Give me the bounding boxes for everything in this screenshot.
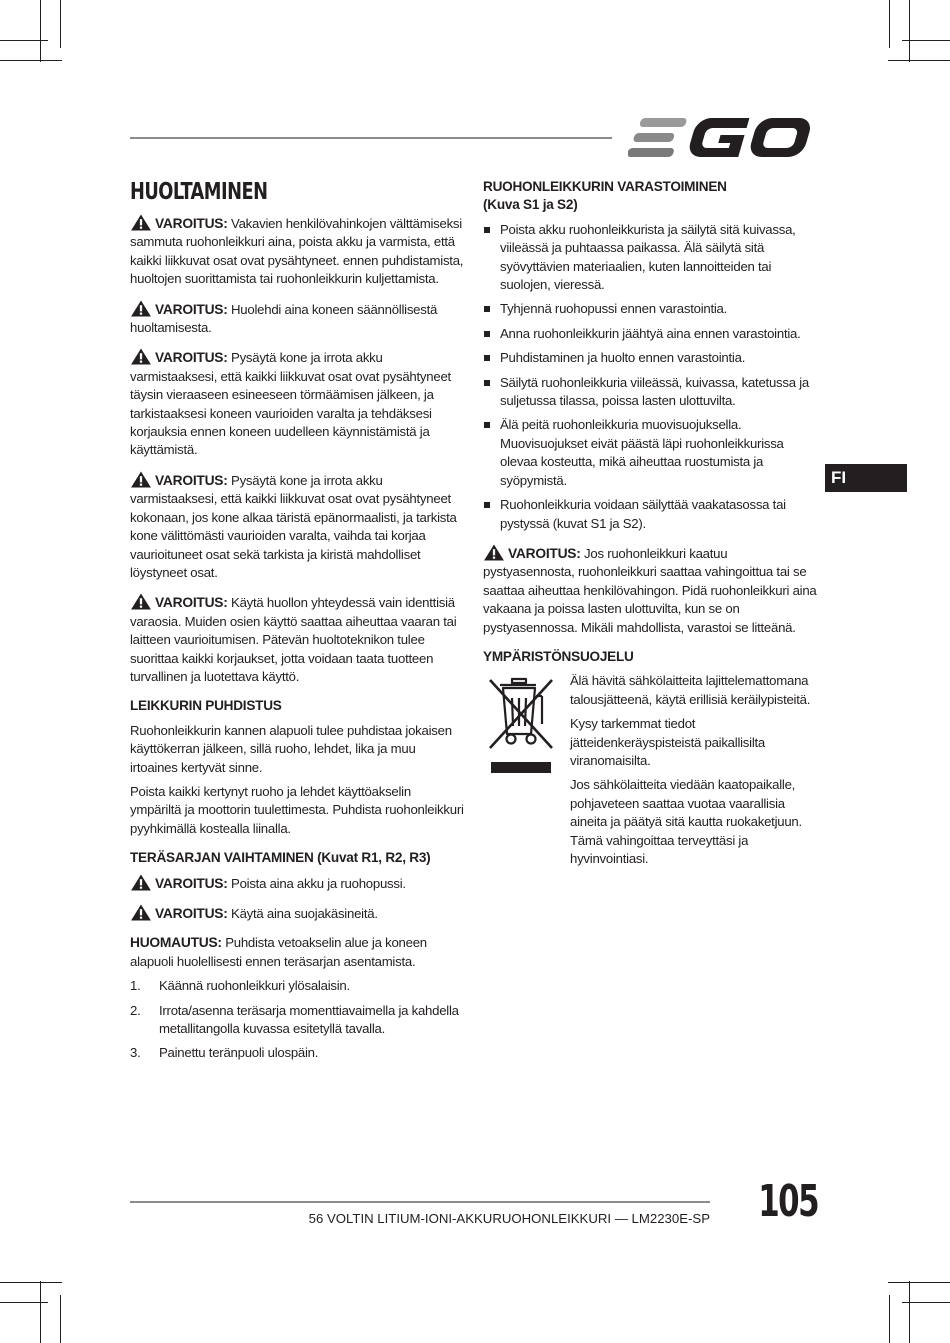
crop-mark [902, 1302, 950, 1303]
blade-steps [130, 977, 464, 1063]
warning-text: Huolehdi aina koneen säännöllisestä huoltamisesta. [130, 301, 438, 336]
warning-text: Poista aina akku ja ruohopussi. [227, 875, 406, 891]
warning-label: VAROITUS: [155, 595, 228, 611]
ego-logo [628, 116, 814, 160]
list-item [483, 416, 819, 490]
crop-mark [60, 0, 61, 48]
weee-crossed-bin-icon [486, 676, 556, 778]
warning-paragraph [130, 348, 464, 459]
bullet-icon [484, 227, 490, 233]
page-number: 105 [758, 1176, 818, 1227]
bullet-icon [484, 306, 490, 312]
warning-label: VAROITUS: [155, 472, 228, 488]
language-tab [825, 464, 907, 492]
crop-mark [40, 1281, 41, 1343]
bullet-icon [484, 355, 490, 361]
list-item [483, 221, 819, 295]
list-item [483, 325, 819, 343]
list-item [483, 349, 819, 367]
crop-mark [40, 0, 41, 62]
list-item-text: Älä peitä ruohonleikkuria muovisuojuksella. Muovisuojukset eivät päästä läpi ruohonleikkurissa olevaa kosteutta, mikä aiheuttaa ruostumista ja syöpymistä. [500, 417, 784, 488]
warning-paragraph [130, 300, 464, 338]
note-text: Puhdista vetoakselin alue ja koneen alapuoli huolellisesti ennen teräsarjan asentamista. [130, 935, 427, 969]
list-item [483, 374, 819, 411]
warning-triangle-icon [130, 348, 152, 365]
crop-mark [909, 0, 910, 62]
list-item-text: Ruohonleikkuria voidaan säilyttää vaakatasossa tai pystyssä (kuvat S1 ja S2). [500, 497, 786, 531]
step-item [130, 977, 464, 995]
storage-heading-line: RUOHONLEIKKURIN VARASTOIMINEN [483, 179, 727, 194]
right-column [483, 178, 819, 874]
warning-label: VAROITUS: [155, 216, 228, 231]
warning-triangle-icon [130, 593, 152, 610]
step-number: 3. [130, 1045, 141, 1061]
note-paragraph [130, 934, 464, 971]
step-number: 2. [130, 1002, 141, 1018]
crop-mark [0, 60, 62, 61]
warning-triangle-icon [130, 300, 152, 317]
environment-paragraph: Älä hävitä sähkölaitteita lajittelemattomana talousjätteenä, käytä erillisiä keräilypisteitä. [570, 673, 811, 707]
environment-paragraph: Kysy tarkemmat tiedot jätteidenkeräyspisteistä paikallisilta viranomaisilta. [570, 716, 766, 768]
warning-label: VAROITUS: [155, 301, 228, 317]
section-title: HUOLTAMINEN [130, 179, 268, 205]
warning-paragraph [130, 874, 464, 893]
warning-paragraph [483, 544, 819, 637]
step-text: Irrota/asenna teräsarja momenttiavaimella ja kahdella metallitangolla kuvassa esitetyllä tavalla. [159, 1002, 459, 1037]
list-item-text: Säilytä ruohonleikkuria viileässä, kuivassa, katetussa ja suljetussa tilassa, poissa lasten ulottuvilta. [500, 374, 810, 409]
environment-heading: YMPÄRISTÖNSUOJELU [483, 648, 634, 664]
warning-label: VAROITUS: [155, 350, 228, 366]
cleaning-paragraph: Poista kaikki kertynyt ruoho ja lehdet käyttöakselin ympäriltä ja moottorin tuulettimesta. Puhdista ruohonleikkuri pyyhkimällä kostealla liinalla. [130, 783, 464, 836]
footer-rule [130, 1201, 710, 1203]
step-item [130, 1044, 464, 1062]
warning-text: Pysäytä kone ja irrota akku varmistaaksesi, että kaikki liikkuvat osat ovat pysähtyneet kokonaan, jos kone alkaa täristä epänormaalisti, ja tarkista kone välittömästi vaurioiden varalta, vaihda tai korjaa vaurioituneet osat sekä tarkista ja kiristä mahdolliset löystyneet osat. [130, 472, 457, 580]
header-rule [130, 137, 612, 139]
language-tab-label: FI [831, 468, 847, 487]
crop-mark [0, 1282, 62, 1283]
blade-heading: TERÄSARJAN VAIHTAMINEN (Kuvat R1, R2, R3) [130, 850, 431, 866]
list-item-text: Anna ruohonleikkurin jäähtyä aina ennen varastointia. [500, 325, 801, 341]
warning-triangle-icon [483, 544, 505, 561]
note-label: HUOMAUTUS: [130, 935, 222, 951]
list-item-text: Puhdistaminen ja huolto ennen varastointia. [500, 350, 746, 366]
warning-text: Käytä aina suojakäsineitä. [227, 906, 378, 921]
cleaning-heading: LEIKKURIN PUHDISTUS [130, 698, 282, 714]
warning-triangle-icon [130, 874, 152, 891]
warning-paragraph [130, 904, 464, 923]
bullet-icon [484, 422, 490, 428]
step-number: 1. [130, 978, 141, 994]
environment-block [483, 672, 819, 868]
warning-paragraph [130, 593, 464, 686]
storage-list [483, 221, 819, 533]
cleaning-paragraph: Ruohonleikkurin kannen alapuoli tulee puhdistaa jokaisen käyttökerran jälkeen, sillä ruoho, lehdet, lika ja muu irtoaines kertyvät sinne. [130, 722, 452, 775]
warning-label: VAROITUS: [508, 545, 581, 561]
crop-mark [889, 0, 890, 48]
bullet-icon [484, 331, 490, 337]
bullet-icon [484, 502, 490, 508]
crop-mark [60, 1295, 61, 1343]
warning-triangle-icon [130, 214, 152, 231]
crop-mark [902, 40, 950, 41]
warning-text: Jos ruohonleikkuri kaatuu pystyasennosta, ruohonleikkuri saattaa vahingoittua tai se saattaa aiheuttaa henkilövahingon. Pidä ruohonleikkuri aina vakaana ja poissa lasten ulottuvilta, kun se on pystyasennossa. Mikäli mahdollista, varastoi se litteänä. [483, 545, 817, 635]
warning-paragraph [130, 471, 464, 582]
warning-text: Vakavien henkilövahinkojen välttämiseksi sammuta ruohonleikkuri aina, poista akku ja varmista, että kaikki liikkuvat osat ovat pysähtyneet. ennen puhdistamista, huoltojen suorittamista tai ruohonleikkurin kuljettamista. [130, 216, 464, 287]
crop-mark [909, 1281, 910, 1343]
list-item [483, 496, 819, 533]
bullet-icon [484, 380, 490, 386]
list-item-text: Tyhjennä ruohopussi ennen varastointia. [500, 301, 728, 317]
step-item [130, 1002, 464, 1039]
left-column [130, 178, 464, 1069]
warning-paragraph [130, 214, 464, 289]
crop-mark [888, 1282, 950, 1283]
step-text: Painettu teränpuoli ulospäin. [159, 1045, 319, 1061]
crop-mark [0, 40, 48, 41]
warning-text: Käytä huollon yhteydessä vain identtisiä varaosia. Muiden osien käyttö saattaa aiheuttaa vaaran tai laitteen vaurioitumisen. Pätevän huoltoteknikon tulee suorittaa kaikki korjaukset, jotta voidaan taata tuotteen turvallinen ja luotettava käyttö. [130, 595, 457, 684]
warning-label: VAROITUS: [155, 906, 228, 921]
crop-mark [889, 1295, 890, 1343]
list-item-text: Poista akku ruohonleikkurista ja säilytä sitä kuivassa, viileässä ja puhtaassa paikassa. Älä säilytä sitä syövyttävien materiaalien, kuten lannoitteiden tai suolojen, vieressä. [500, 221, 796, 293]
environment-paragraph: Jos sähkölaitteita viedään kaatopaikalle, pohjaveteen saattaa vuotaa vaarallisia aineita ja päätyä sitä kautta ruokaketjuun. Tämä vahingoittaa terveyttäsi ja hyvinvointiasi. [570, 777, 802, 866]
warning-triangle-icon [130, 904, 152, 921]
list-item [483, 300, 819, 318]
footer-product-line: 56 VOLTIN LITIUM-IONI-AKKURUOHONLEIKKURI — LM2230E-SP [308, 1211, 710, 1226]
storage-heading [483, 178, 819, 215]
warning-text: Pysäytä kone ja irrota akku varmistaaksesi, että kaikki liikkuvat osat ovat pysähtyneet täysin vieraaseen esineeseen törmäämisen jälkeen, ja tarkistaaksesi koneen vaurioiden varalta ja tehdäksesi korjauksia ennen koneen uudelleen käynnistämistä ja käyttämistä. [130, 350, 451, 458]
step-text: Käännä ruohonleikkuri ylösalaisin. [159, 978, 350, 994]
warning-label: VAROITUS: [155, 875, 228, 891]
storage-heading-line: (Kuva S1 ja S2) [483, 197, 578, 213]
warning-triangle-icon [130, 471, 152, 488]
crop-mark [888, 60, 950, 61]
crop-mark [0, 1302, 48, 1303]
